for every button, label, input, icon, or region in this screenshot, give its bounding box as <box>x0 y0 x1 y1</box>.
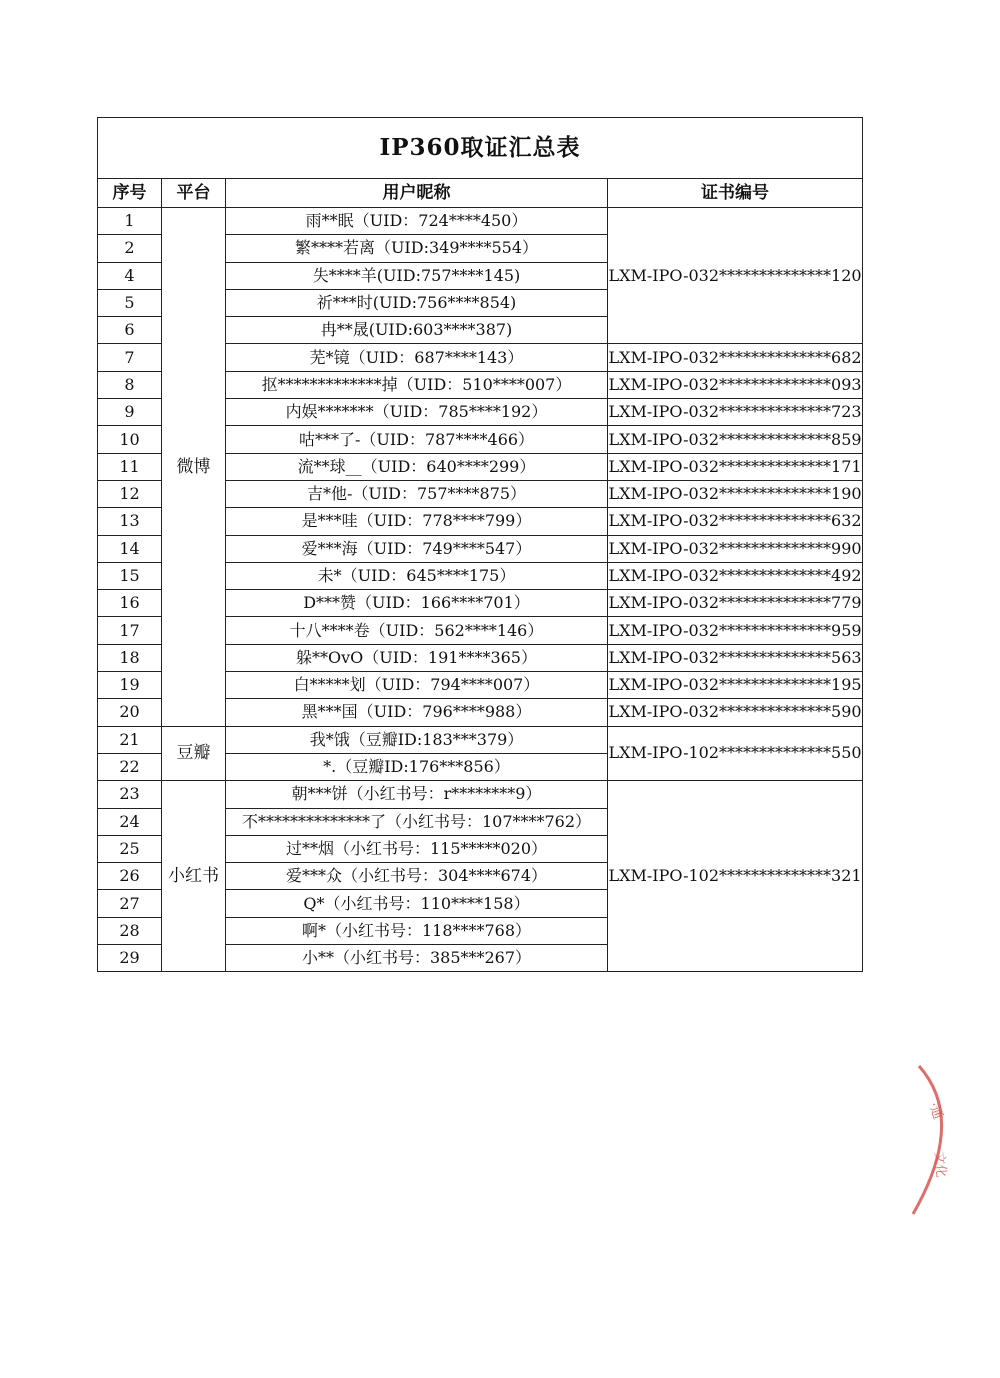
certificate-cell: LXM-IPO-032**************959 <box>608 617 863 644</box>
username-cell: D***赞（UID：166****701） <box>226 590 608 617</box>
table-title: IP360取证汇总表 <box>98 118 863 179</box>
table-row <box>98 208 863 235</box>
username-cell: 雨**眠（UID：724****450） <box>226 208 608 235</box>
certificate-cell: LXM-IPO-032**************492 <box>608 562 863 589</box>
serial-cell: 8 <box>98 371 162 398</box>
certificate-cell: LXM-IPO-032**************195 <box>608 672 863 699</box>
certificate-cell: LXM-IPO-032**************779 <box>608 590 863 617</box>
serial-cell: 29 <box>98 945 162 972</box>
serial-cell: 20 <box>98 699 162 726</box>
serial-cell: 18 <box>98 644 162 671</box>
serial-cell: 15 <box>98 562 162 589</box>
summary-sheet <box>97 117 862 972</box>
certificate-cell: LXM-IPO-032**************171 <box>608 453 863 480</box>
certificate-cell: LXM-IPO-032**************563 <box>608 644 863 671</box>
username-cell: 爱***海（UID：749****547） <box>226 535 608 562</box>
username-cell: 吉*他-（UID：757****875） <box>226 480 608 507</box>
header-platform: 平台 <box>162 179 226 208</box>
username-cell: 繁****若离（UID:349****554） <box>226 235 608 262</box>
serial-cell: 24 <box>98 808 162 835</box>
certificate-cell: LXM-IPO-032**************682 <box>608 344 863 371</box>
certificate-cell: LXM-IPO-102**************321 <box>608 781 863 972</box>
evidence-table <box>97 117 863 972</box>
certificate-cell: LXM-IPO-102**************550 <box>608 726 863 781</box>
header-row <box>98 179 863 208</box>
serial-cell: 14 <box>98 535 162 562</box>
serial-cell: 2 <box>98 235 162 262</box>
serial-cell: 6 <box>98 317 162 344</box>
serial-cell: 25 <box>98 835 162 862</box>
username-cell: 躲**OvO（UID：191****365） <box>226 644 608 671</box>
username-cell: 流**球__（UID：640****299） <box>226 453 608 480</box>
username-cell: 芜*镜（UID：687****143） <box>226 344 608 371</box>
header-serial: 序号 <box>98 179 162 208</box>
platform-cell: 微博 <box>162 208 226 727</box>
platform-cell: 豆瓣 <box>162 726 226 781</box>
certificate-cell: LXM-IPO-032**************990 <box>608 535 863 562</box>
serial-cell: 9 <box>98 399 162 426</box>
svg-text:文化: 文化 <box>931 1151 949 1179</box>
username-cell: 祈***时(UID:756****854) <box>226 289 608 316</box>
serial-cell: 13 <box>98 508 162 535</box>
username-cell: 小**（小红书号：385***267） <box>226 945 608 972</box>
serial-cell: 27 <box>98 890 162 917</box>
username-cell: 是***哇（UID：778****799） <box>226 508 608 535</box>
username-cell: 爱***众（小红书号：304****674） <box>226 863 608 890</box>
serial-cell: 26 <box>98 863 162 890</box>
username-cell: 冉**晟(UID:603****387) <box>226 317 608 344</box>
serial-cell: 11 <box>98 453 162 480</box>
username-cell: 过**烟（小红书号：115*****020） <box>226 835 608 862</box>
red-seal-stamp <box>905 1060 965 1220</box>
svg-text:·通: ·通 <box>925 1100 946 1122</box>
certificate-cell: LXM-IPO-032**************632 <box>608 508 863 535</box>
certificate-cell: LXM-IPO-032**************093 <box>608 371 863 398</box>
serial-cell: 5 <box>98 289 162 316</box>
certificate-cell: LXM-IPO-032**************859 <box>608 426 863 453</box>
serial-cell: 23 <box>98 781 162 808</box>
serial-cell: 16 <box>98 590 162 617</box>
platform-cell: 小红书 <box>162 781 226 972</box>
table-row <box>98 726 863 753</box>
username-cell: 抠*************掉（UID：510****007） <box>226 371 608 398</box>
header-username: 用户昵称 <box>226 179 608 208</box>
username-cell: 黑***国（UID：796****988） <box>226 699 608 726</box>
username-cell: 啊*（小红书号：118****768） <box>226 917 608 944</box>
username-cell: 未*（UID：645****175） <box>226 562 608 589</box>
serial-cell: 22 <box>98 753 162 780</box>
certificate-cell: LXM-IPO-032**************190 <box>608 480 863 507</box>
certificate-cell: LXM-IPO-032**************590 <box>608 699 863 726</box>
serial-cell: 28 <box>98 917 162 944</box>
serial-cell: 4 <box>98 262 162 289</box>
serial-cell: 19 <box>98 672 162 699</box>
username-cell: 十八****卷（UID：562****146） <box>226 617 608 644</box>
header-certificate: 证书编号 <box>608 179 863 208</box>
username-cell: 白*****划（UID：794****007） <box>226 672 608 699</box>
username-cell: 我*饿（豆瓣ID:183***379） <box>226 726 608 753</box>
certificate-cell: LXM-IPO-032**************723 <box>608 399 863 426</box>
username-cell: 咕***了-（UID：787****466） <box>226 426 608 453</box>
username-cell: Q*（小红书号：110****158） <box>226 890 608 917</box>
serial-cell: 10 <box>98 426 162 453</box>
certificate-cell: LXM-IPO-032**************120 <box>608 208 863 344</box>
serial-cell: 1 <box>98 208 162 235</box>
serial-cell: 12 <box>98 480 162 507</box>
serial-cell: 7 <box>98 344 162 371</box>
username-cell: 朝***饼（小红书号：r********9） <box>226 781 608 808</box>
username-cell: 内娱*******（UID：785****192） <box>226 399 608 426</box>
serial-cell: 17 <box>98 617 162 644</box>
username-cell: 失****羊(UID:757****145) <box>226 262 608 289</box>
serial-cell: 21 <box>98 726 162 753</box>
table-row <box>98 781 863 808</box>
username-cell: *.（豆瓣ID:176***856） <box>226 753 608 780</box>
username-cell: 不**************了（小红书号：107****762） <box>226 808 608 835</box>
